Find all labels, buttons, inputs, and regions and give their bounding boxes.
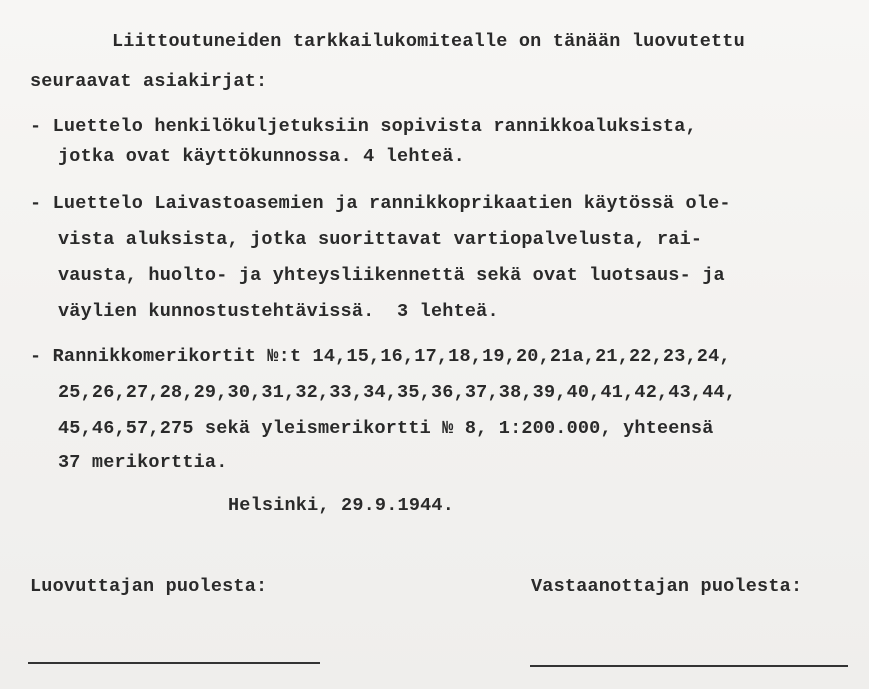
place-date: Helsinki, 29.9.1944. — [228, 495, 455, 516]
item-2-line-3: vausta, huolto- ja yhteysliikennettä sekä ovat luotsaus- ja — [58, 265, 725, 286]
item-1-line-1: - Luettelo henkilökuljetuksiin sopivista rannikkoaluksista, — [30, 116, 697, 137]
item-3-line-1: - Rannikkomerikortit №:t 14,15,16,17,18,19,20,21a,21,22,23,24, — [30, 346, 731, 367]
item-2-line-1: - Luettelo Laivastoasemien ja rannikkoprikaatien käytössä ole- — [30, 193, 731, 214]
signature-left-label: Luovuttajan puolesta: — [30, 576, 268, 597]
item-3-line-4: 37 merikorttia. — [58, 452, 228, 473]
signature-line-right — [530, 665, 848, 667]
intro-line-2: seuraavat asiakirjat: — [30, 71, 268, 92]
item-3-line-3: 45,46,57,275 sekä yleismerikortti № 8, 1:200.000, yhteensä — [58, 418, 714, 439]
signature-right-label: Vastaanottajan puolesta: — [531, 576, 803, 597]
intro-line-1: Liittoutuneiden tarkkailukomitealle on tänään luovutettu — [112, 31, 745, 52]
item-1-line-2: jotka ovat käyttökunnossa. 4 lehteä. — [58, 146, 465, 167]
item-3-line-2: 25,26,27,28,29,30,31,32,33,34,35,36,37,38,39,40,41,42,43,44, — [58, 382, 737, 403]
item-2-line-4: väylien kunnostustehtävissä. 3 lehteä. — [58, 301, 499, 322]
signature-line-left — [28, 662, 320, 664]
item-2-line-2: vista aluksista, jotka suorittavat vartiopalvelusta, rai- — [58, 229, 703, 250]
